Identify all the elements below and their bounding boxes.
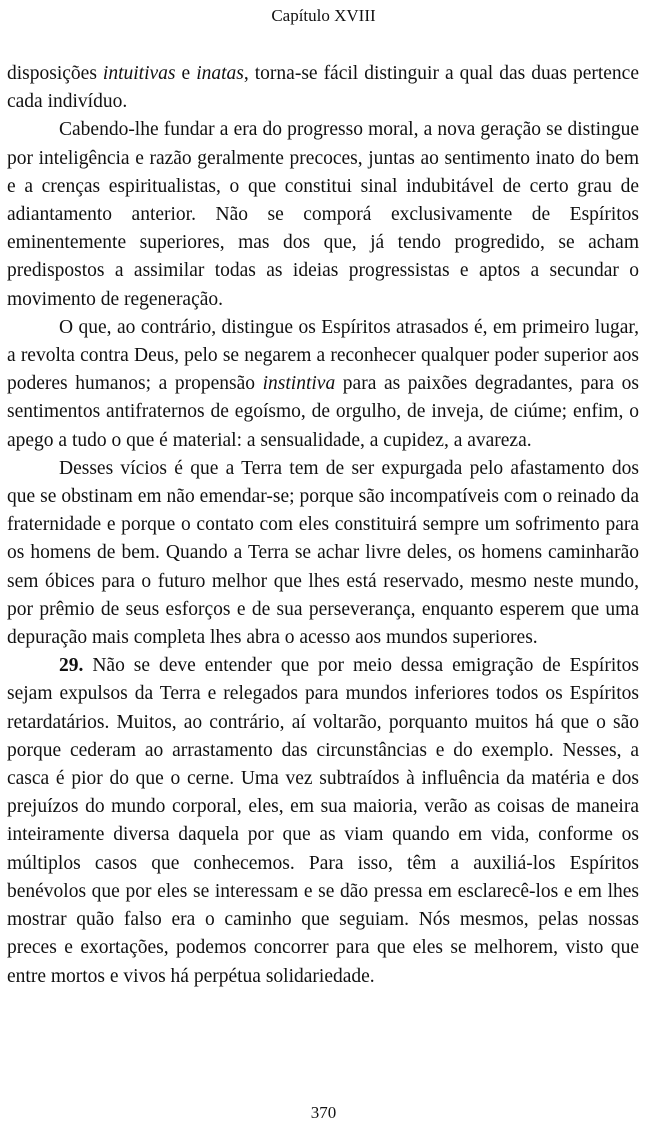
paragraph-vices: Desses vícios é que a Terra tem de ser expurgada pelo afastamento dos que se obstinam em não emendar-se; porque são incompatíveis com o reinado da fraternidade e porque o contato com eles constituirá sempre um sofrimento para os homens de bem. Quando a Terra se achar livre deles, os homens caminharão sem óbices para o futuro melhor que lhes está reservado, mesmo neste mundo, por prêmio de seus esforços e de sua perseverança, enquanto esperem que uma depuração mais completa lhes abra o acesso aos mundos superiores. [7,457,639,649]
italic-term: inatas [196,63,244,84]
paragraph-new-generation: Cabendo-lhe fundar a era do progresso moral, a nova geração se distingue por inteligência e razão geralmente precoces, juntas ao sentimento inato do bem e a crenças espiritualistas, o que constitui sinal indubitável de certo grau de adiantamento anterior. Não se comporá exclusivamente de Espíritos eminentemente superiores, mas dos que, já tendo progredido, se acham predispostos a assimilar todas as ideias progressistas e aptos a secundar o movimento de regeneração. [7,119,639,310]
paragraph-backward-spirits [7,314,639,455]
paragraph-text: , torna-se fácil distinguir a qual das duas pertence cada indivíduo. [7,63,639,113]
page-body [7,60,639,991]
running-header [0,5,647,27]
paragraph-29 [7,652,639,990]
paragraph-text: e [175,63,197,84]
paragraph-text: Não se deve entender que por meio dessa emigração de Espíritos sejam expulsos da Terra e relegados para mundos inferiores todos os Espíritos retardatários. Muitos, ao contrário, aí voltarão, porquanto muitos há que o são porque cederam ao arrastamento das circunstâncias e do exemplo. Nesses, a casca é pior do que o cerne. Uma vez subtraídos à influência da matéria e dos prejuízos do mundo corporal, eles, em sua maioria, verão as coisas de maneira inteiramente diversa daquela por que as viam quando em vida, conforme os múltiplos casos que conhecemos. Para isso, têm a auxiliá-los Espíritos benévolos que por eles se interessam e se dão pressa em esclarecê-los e em lhes mostrar quão falso era o caminho que seguiam. Nós mesmos, pelas nossas preces e exortações, podemos concorrer para que eles se melhorem, visto que entre mortos e vivos há perpétua solidariedade. [7,655,639,987]
paragraph-text: para as paixões degradantes, para os sentimentos antifraternos de egoísmo, de orgulho, de inveja, de ciúme; enfim, o apego a tudo o que é material: a sensualidade, a cupidez, a avareza. [7,373,639,451]
page-number: 370 [310,1103,337,1122]
page-footer [0,1102,647,1124]
paragraph-text: disposições [7,63,103,84]
section-number: 29. [59,655,84,677]
paragraph-text: O que, ao contrário, distingue os Espíritos atrasados é, em primeiro lugar, a revolta contra Deus, pelo se negarem a reconhecer qualquer poder superior aos poderes humanos; a propensão [7,316,639,395]
italic-term: instintiva [262,373,336,395]
chapter-title: Capítulo XVIII [271,6,376,25]
italic-term: intuitivas [102,63,176,84]
paragraph-continuation [7,60,639,116]
